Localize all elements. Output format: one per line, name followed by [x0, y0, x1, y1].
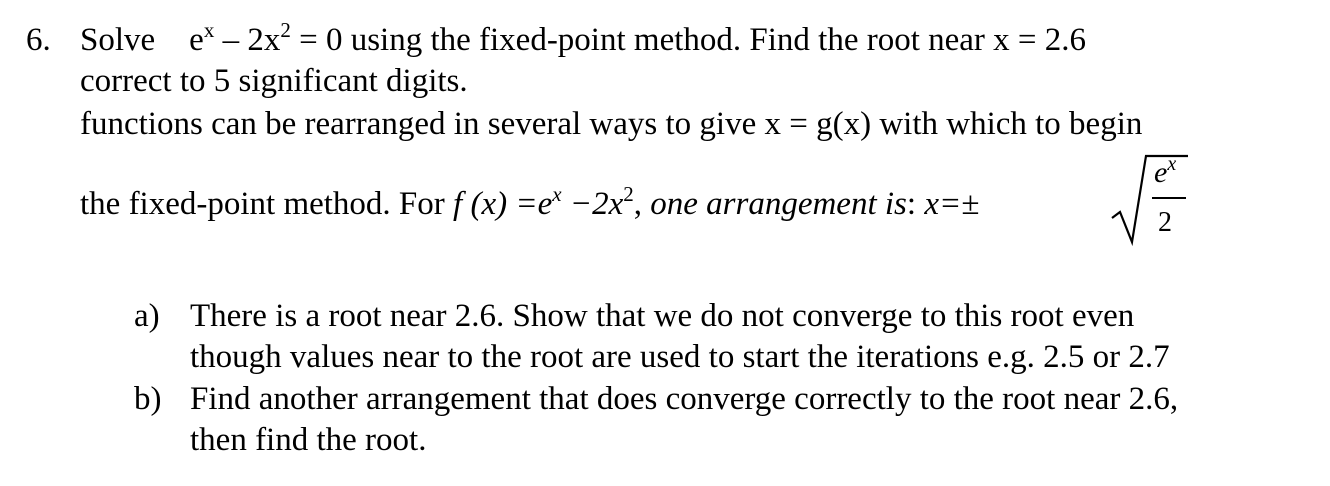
- sqrt-fraction: [1108, 150, 1198, 250]
- equation-middle: – 2x: [214, 22, 281, 58]
- function-sup-2: 2: [623, 182, 634, 206]
- function-expression: f (x) =e: [453, 186, 553, 222]
- equation-rest: = 0 using the fixed-point method. Find the root near x = 2.6: [290, 22, 1087, 58]
- part-b-line-2: then find the root.: [190, 422, 427, 458]
- function-middle: −2x: [561, 186, 624, 222]
- part-a-line-1: There is a root near 2.6. Show that we do not converge to this root even: [190, 298, 1135, 334]
- fraction-denominator: 2: [1158, 207, 1172, 238]
- x-plus-minus: x=±: [924, 186, 980, 222]
- arrangement-text: one arrangement is: [650, 186, 907, 222]
- function-sup-x: x: [552, 182, 562, 206]
- fraction-numerator: $e^x$: [1154, 153, 1177, 189]
- question-line-1: [80, 20, 1086, 63]
- solve-word: Solve: [80, 22, 156, 58]
- question-number: 6.: [26, 22, 51, 58]
- question-line-3: functions can be rearranged in several ways to give x = g(x) with which to begin: [80, 106, 1143, 142]
- function-comma: ,: [633, 186, 651, 222]
- question-line-4: [80, 184, 979, 227]
- sqrt-radical-icon: [1108, 150, 1198, 250]
- line4-prefix: the fixed-point method. For: [80, 186, 454, 222]
- part-a-label: a): [134, 298, 160, 334]
- question-line-2: correct to 5 significant digits.: [80, 63, 468, 99]
- part-b-label: b): [134, 381, 162, 417]
- part-a-line-2: though values near to the root are used to start the iterations e.g. 2.5 or 2.7: [190, 339, 1170, 375]
- equation-x-superscript: x: [203, 18, 215, 42]
- part-b-line-1: Find another arrangement that does converge correctly to the root near 2.6,: [190, 381, 1179, 417]
- arrangement-colon: :: [906, 186, 925, 222]
- equation-e: e: [189, 22, 204, 58]
- equation-square-superscript: 2: [280, 18, 291, 42]
